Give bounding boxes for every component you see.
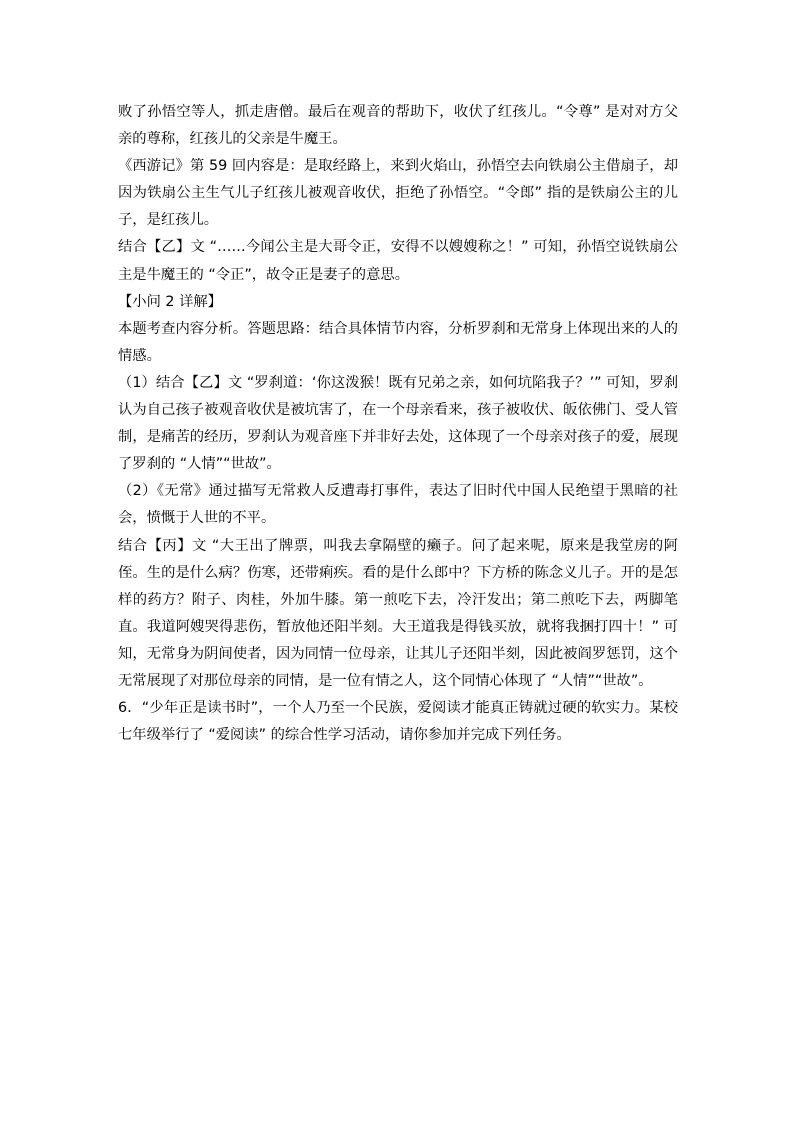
paragraph-bing-text: 结合【丙】文 “大王出了牌票，叫我去拿隔壁的癞子。问了起来呢，原来是我堂房的阿侄。生的是什么病？伤寒，还带痢疾。看的是什么郎中？下方桥的陈念义儿子。开的是怎样的药方？附子、肉桂，外加牛膝。第一煎吃下去，冷汗发出；第二煎吃下去，两脚笔直。我道阿嫂哭得悲伤，暂放他还阳半刻。大王道我是得钱买放，就将我捆打四十！” 可知，无常身为阴间使者，因为同情一位母亲，让其儿子还阳半刻，因此被阎罗惩罚，这个无常展现了对那位母亲的同情，是一位有情之人，这个同情心体现了 “人情”“世故”。 [118,537,678,689]
paragraph-point-2: （2）《无常》通过描写无常救人反遭毒打事件，表达了旧时代中国人民绝望于黑暗的社会，愤慨于人世的不平。 [118,483,678,527]
paragraph-chapter-59: 《西游记》第 59 回内容是：是取经路上，来到火焰山，孙悟空去向铁扇公主借扇子，却因为铁扇公主生气儿子红孩儿被观音收伏，拒绝了孙悟空。“令郎” 指的是铁扇公主的儿子，是红孩儿。 [118,158,678,229]
paragraph-question-intro: 本题考查内容分析。答题思路：结合具体情节内容，分析罗刹和无常身上体现出来的人的情感。 [118,320,678,364]
paragraph-point-1: （1）结合【乙】文 “罗刹道：‘你这泼猴！既有兄弟之亲，如何坑陷我子？’” 可知，罗刹认为自己孩子被观音收伏是被坑害了，在一个母亲看来，孩子被收伏、皈依佛门、受人管制，是痛苦的经历，罗刹认为观音座下并非好去处，这体现了一个母亲对孩子的爱，展现了罗刹的 “人情”“世故”。 [118,374,678,473]
document-body [118,99,678,749]
section-heading-question-2: 【小问 2 详解】 [118,293,222,310]
paragraph-lingzheng: 结合【乙】文 “……今闻公主是大哥令正，安得不以嫂嫂称之！” 可知，孙悟空说铁扇公主是牛魔王的 “令正”，故令正是妻子的意思。 [118,239,678,283]
paragraph-red-boy-father: 败了孙悟空等人，抓走唐僧。最后在观音的帮助下，收伏了红孩儿。“令尊” 是对对方父亲的尊称，红孩儿的父亲是牛魔王。 [118,104,678,148]
paragraph-question-6: 6．“少年正是读书时”，一个人乃至一个民族，爱阅读才能真正铸就过硬的软实力。某校七年级举行了 “爱阅读” 的综合性学习活动，请你参加并完成下列任务。 [118,700,678,744]
